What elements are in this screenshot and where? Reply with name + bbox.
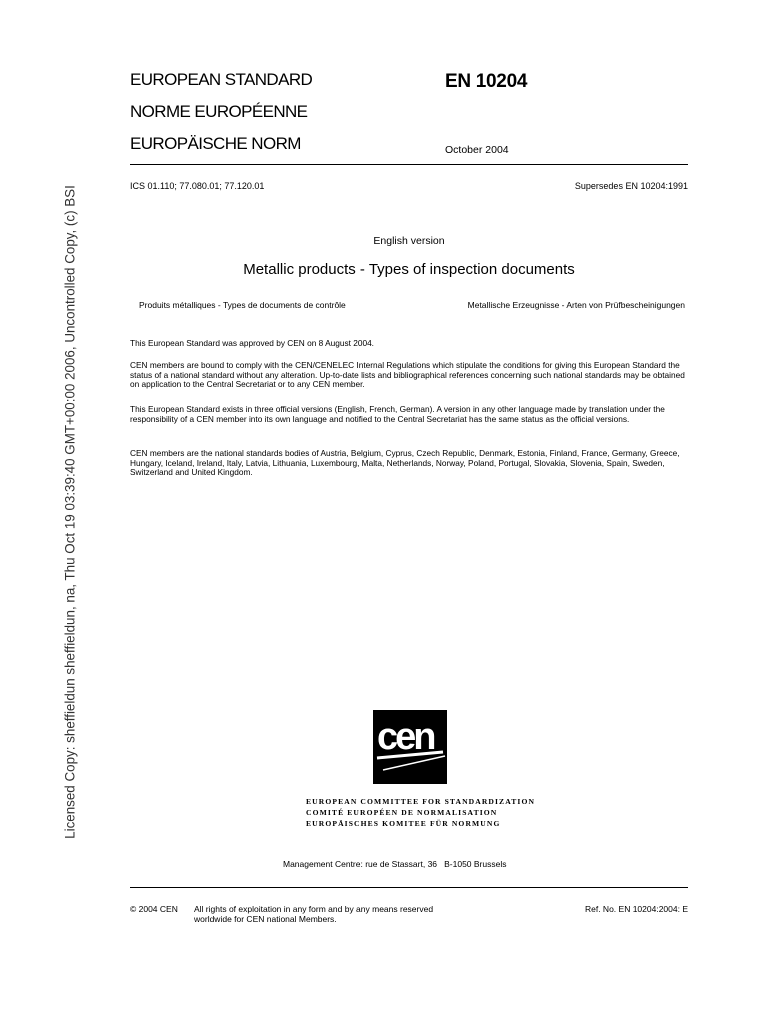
title-french: Produits métalliques - Types de documents de contrôle <box>139 300 346 310</box>
rights-line-2: worldwide for CEN national Members. <box>194 914 337 924</box>
copyright: © 2004 CEN <box>130 904 178 914</box>
version-label: English version <box>373 235 445 247</box>
rights-line-1: All rights of exploitation in any form and by any means reserved <box>194 904 434 914</box>
publication-date: October 2004 <box>445 144 509 156</box>
cen-logo-text: cen <box>377 716 434 758</box>
org-name-en: EUROPEAN COMMITTEE FOR STANDARDIZATION <box>306 797 536 806</box>
supersedes-note: Supersedes EN 10204:1991 <box>574 181 688 191</box>
members-paragraph: CEN members are the national standards bodies of Austria, Belgium, Cyprus, Czech Republic, Denmark, Estonia, Finland, France, Germany, Greece, Hungary, Iceland, Ireland, Italy, Latvia, Lithuania, Luxembourg, Malta, Netherlands, Norway, Poland, Portugal, Slovakia, Slovenia, Spain, Sweden, Switzerland and United Kingdom. <box>130 448 680 478</box>
cen-logo <box>373 710 447 784</box>
versions-paragraph: This European Standard exists in three official versions (English, French, German). A version in any other language made by translation under the responsibility of a CEN member into its own language and notified to the Central Secretariat has the same status as the official versions. <box>130 404 665 424</box>
approval-paragraph: This European Standard was approved by CEN on 8 August 2004. <box>130 338 374 348</box>
ics-codes: ICS 01.110; 77.080.01; 77.120.01 <box>130 181 265 191</box>
document-title: Metallic products - Types of inspection documents <box>243 261 575 278</box>
license-watermark: Licensed Copy: sheffieldun sheffieldun, na, Thu Oct 19 03:39:40 GMT+00:00 2006, Uncontrolled Copy, (c) BSI <box>62 185 78 839</box>
org-name-fr: COMITÉ EUROPÉEN DE NORMALISATION <box>306 808 498 818</box>
rights-statement <box>194 904 433 924</box>
title-fr: NORME EUROPÉENNE <box>130 102 308 121</box>
regulations-paragraph: CEN members are bound to comply with the CEN/CENELEC Internal Regulations which stipulate the conditions for giving this European Standard the status of a national standard without any alteration. Up-to-date lists and bibliographical references concerning such national standards may be obtained on application to the Central Secretariat or to any CEN member. <box>130 360 685 390</box>
org-name-de: EUROPÄISCHES KOMITEE FÜR NORMUNG <box>306 819 501 829</box>
standard-number: EN 10204 <box>445 71 528 92</box>
management-centre: Management Centre: rue de Stassart, 36 B-1050 Brussels <box>283 859 507 869</box>
title-german: Metallische Erzeugnisse - Arten von Prüfbescheinigungen <box>467 300 685 310</box>
reference-number: Ref. No. EN 10204:2004: E <box>584 904 688 914</box>
title-en: EUROPEAN STANDARD <box>130 70 313 89</box>
footer-rule <box>130 887 688 888</box>
organisation-names <box>306 796 535 830</box>
title-de: EUROPÄISCHE NORM <box>130 134 301 153</box>
header-rule <box>130 164 688 165</box>
